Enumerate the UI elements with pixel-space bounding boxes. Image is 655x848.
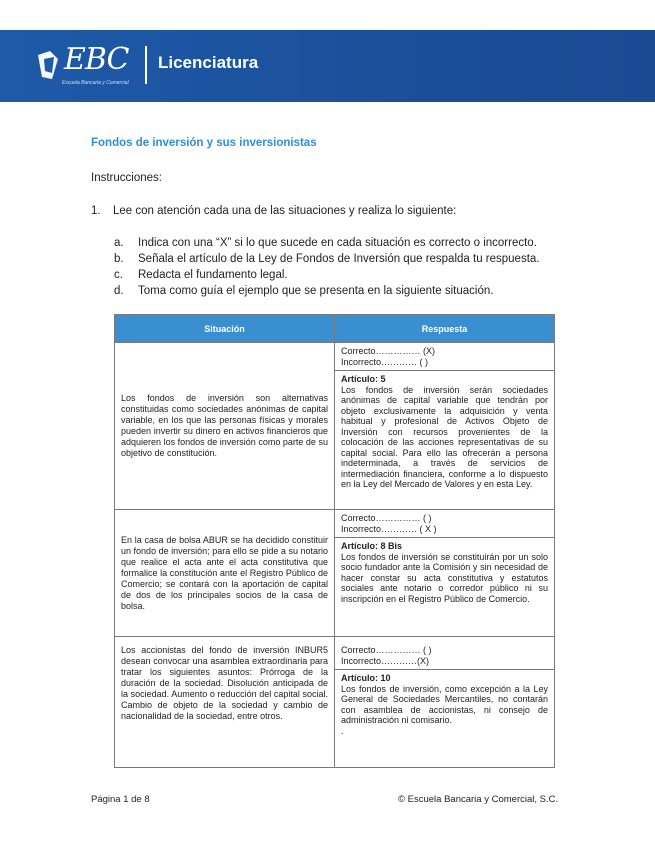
legal-basis: [335, 669, 554, 739]
sub-item-a: [114, 237, 537, 249]
sub-item-c: [114, 269, 288, 281]
response-cell: [335, 343, 555, 510]
legal-basis: [335, 370, 554, 493]
sub-item-d: [114, 285, 493, 297]
article-text: Los fondos de inversión, como excepción a la Ley General de Sociedades Mercantiles, no contarán con asamblea de accionistas, ni consejo de administración ni comisario.: [341, 683, 548, 725]
sub-item-letter: b.: [114, 253, 124, 265]
brand-name: EBC: [64, 42, 129, 77]
situation-text: Los accionistas del fondo de inversión INBUR5 desean convocar una asamblea extraordinaria para tratar los siguientes asuntos: Prórroga de la duración de la sociedad. Disolución anticipada de la sociedad. Aumento o reducción del capital social. Cambio de objeto de la sociedad y cambio de nacionalidad de la sociedad, entre otros.: [121, 645, 328, 721]
situations-table: [114, 314, 555, 768]
incorrecto-option: Incorrecto………… ( X ): [341, 524, 437, 534]
answer-options: [335, 343, 554, 370]
copyright: © Escuela Bancaria y Comercial, S.C.: [398, 794, 559, 805]
correcto-option: Correcto…………… (X): [341, 346, 436, 356]
response-cell: [335, 510, 555, 637]
situation-text: En la casa de bolsa ABUR se ha decidido constituir un fondo de inversión; para ello se pide a su notario que realice el acta ante el acta constitutiva que formalice la constitución ante el Registro Público de Comercio; se contará con la aportación de capital de dos de los principales socios de la casa de bolsa.: [121, 534, 328, 611]
sub-item-letter: c.: [114, 269, 123, 281]
sub-item-text: Toma como guía el ejemplo que se presenta en la siguiente situación.: [138, 285, 494, 297]
trailing-mark: .: [341, 725, 344, 736]
banner-title: Licenciatura: [158, 53, 259, 72]
article-number: Artículo: 5: [341, 374, 386, 384]
item-number: 1.: [91, 205, 101, 217]
situation-text: Los fondos de inversión son alternativas constituidas como sociedades anónimas de capital variable, en los que las personas físicas y morales pueden invertir su dinero en activos financieros que adquieren los fondos de inversión como parte de su objetivo de constitución.: [121, 393, 328, 458]
sub-item-letter: d.: [114, 285, 124, 297]
banner-divider: [145, 46, 147, 84]
incorrecto-option: Incorrecto…………(X): [341, 656, 430, 666]
article-text: Los fondos de inversión serán sociedades anónimas de capital variable que tendrán por objeto exclusivamente la adquisición y venta habitual y profesional de Activos Objeto de Inversión con recursos provenientes de la colocación de las acciones representativas de su capital social. Para ello las ofrecerán a persona indeterminada, a través de servicios de intermediación financiera, conforme a lo dispuesto en la Ley del Mercado de Valores y en esta Ley.: [341, 384, 548, 489]
correcto-option: Correcto…………… ( ): [341, 645, 432, 655]
sub-item-text: Redacta el fundamento legal.: [138, 269, 288, 281]
answer-options: [335, 637, 554, 669]
header-respuesta: Respuesta: [335, 315, 555, 343]
header-situacion: Situación: [115, 315, 335, 343]
page-number: Página 1 de 8: [91, 794, 150, 805]
article-number: Artículo: 8 Bis: [341, 541, 403, 551]
item-text: Lee con atención cada una de las situaciones y realiza lo siguiente:: [113, 205, 457, 217]
table-row: [115, 637, 555, 768]
document-title: Fondos de inversión y sus inversionistas: [91, 137, 317, 149]
sub-item-text: Indica con una “X” si lo que sucede en cada situación es correcto o incorrecto.: [138, 237, 537, 249]
table-header-row: [115, 315, 555, 343]
correcto-option: Correcto…………… ( ): [341, 513, 432, 523]
answer-options: [335, 510, 554, 537]
situation-cell: [115, 637, 335, 768]
situation-cell: [115, 343, 335, 510]
table-row: [115, 343, 555, 510]
brand-subtitle: Escuela Bancaria y Comercial: [62, 80, 129, 86]
table-row: [115, 510, 555, 637]
article-number: Artículo: 10: [341, 673, 391, 683]
sub-item-b: [114, 253, 539, 265]
sub-item-text: Señala el artículo de la Ley de Fondos de Inversión que respalda tu respuesta.: [138, 253, 540, 265]
situation-cell: [115, 510, 335, 637]
legal-basis: [335, 537, 554, 607]
incorrecto-option: Incorrecto………… ( ): [341, 357, 429, 367]
response-cell: [335, 637, 555, 768]
article-text: Los fondos de inversión se constituirán por un solo socio fundador ante la Comisión y sin necesidad de hacer constar su acta constitutiva y estatutos sociales ante notario o corredor público ni su inscripción en el Registro Público de Comercio.: [341, 551, 548, 604]
sub-item-letter: a.: [114, 237, 124, 249]
instructions-label: Instrucciones:: [91, 172, 162, 184]
